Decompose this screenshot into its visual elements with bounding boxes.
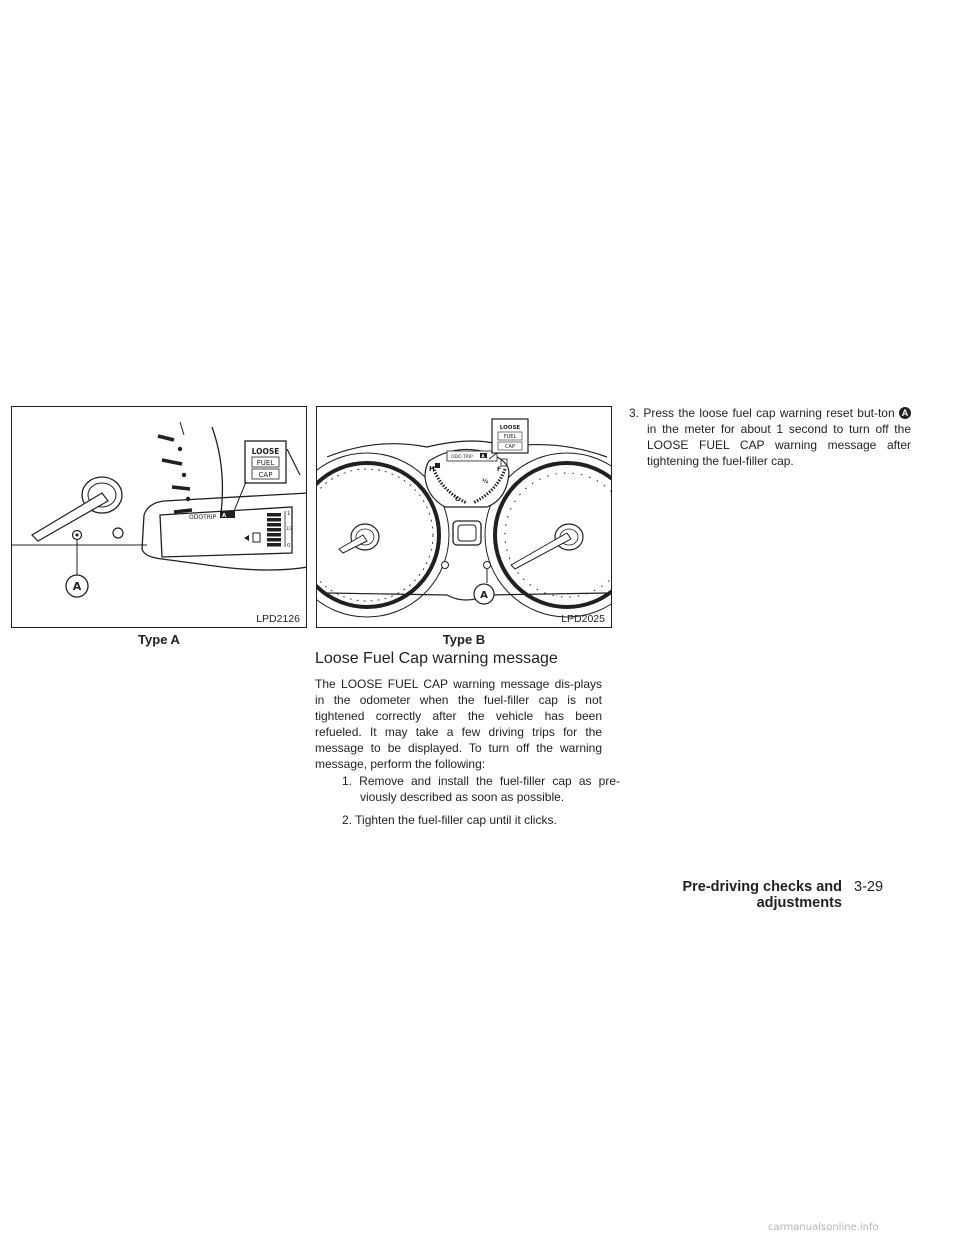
watermark: carmanualsonline.info: [768, 1222, 879, 1233]
footer-page-number: 3-29: [854, 879, 884, 895]
type-b-warning-line-1: LOOSE: [499, 425, 521, 431]
step-3: [629, 405, 911, 469]
step-2-number: 2.: [342, 813, 353, 827]
type-b-warning-line-3: CAP: [505, 444, 515, 450]
svg-text:C: C: [455, 496, 460, 503]
step-3-text-after: in the meter for about 1 second to turn off the LOOSE FUEL CAP warning message after tightening the fuel-filler cap.: [647, 422, 911, 468]
step-2: [342, 812, 620, 828]
type-a-warning-line-2: FUEL: [256, 459, 275, 467]
type-a-warning-line-1: LOOSE: [251, 447, 280, 456]
step-1-number: 1.: [342, 774, 353, 788]
svg-text:½: ½: [482, 478, 489, 485]
step-3-marker-a: A: [899, 407, 911, 419]
section-intro: The LOOSE FUEL CAP warning message dis-plays in the odometer when the fuel-filler cap is not tightened correctly after the vehicle has been refueled. It may take a few driving trips for the message to be displayed. To turn off the warning message, perform the following:: [315, 677, 602, 771]
type-b-warning-line-2: FUEL: [503, 434, 517, 440]
figure-type-a: [11, 406, 307, 628]
step-3-text-before: Press the loose fuel cap warning reset but-ton: [643, 406, 899, 420]
svg-text:1: 1: [287, 511, 291, 517]
type-b-caption: Type B: [442, 632, 486, 647]
type-a-display-mark: A: [222, 513, 227, 519]
type-a-meter-illustration: [12, 407, 307, 628]
type-a-display-label: ODOTRIP: [189, 514, 217, 521]
step-1-text: Remove and install the fuel-filler cap as pre-viously described as soon as possible.: [359, 774, 620, 804]
type-b-display-label: ODO TRIP: [451, 455, 473, 460]
type-a-warning-line-3: CAP: [258, 471, 273, 479]
svg-text:0: 0: [287, 543, 291, 549]
type-a-figure-code: LPD2126: [256, 613, 300, 625]
step-1: [342, 773, 620, 805]
step-2-text: Tighten the fuel-filler cap until it clicks.: [355, 813, 557, 827]
type-b-figure-code: LPD2025: [561, 613, 605, 625]
footer-section-title: Pre-driving checks and adjustments: [682, 879, 842, 911]
svg-text:F: F: [497, 466, 502, 473]
type-a-callout-a: A: [72, 580, 82, 593]
type-b-callout-a: A: [480, 590, 488, 601]
svg-text:H: H: [429, 465, 435, 473]
figure-type-b: [316, 406, 612, 628]
type-b-meter-illustration: [317, 407, 612, 628]
type-a-caption: Type A: [138, 632, 180, 647]
section-heading: Loose Fuel Cap warning message: [315, 650, 558, 667]
svg-text:1/2: 1/2: [286, 526, 293, 531]
step-3-number: 3.: [629, 406, 640, 420]
type-b-display-mark: A: [481, 453, 485, 459]
